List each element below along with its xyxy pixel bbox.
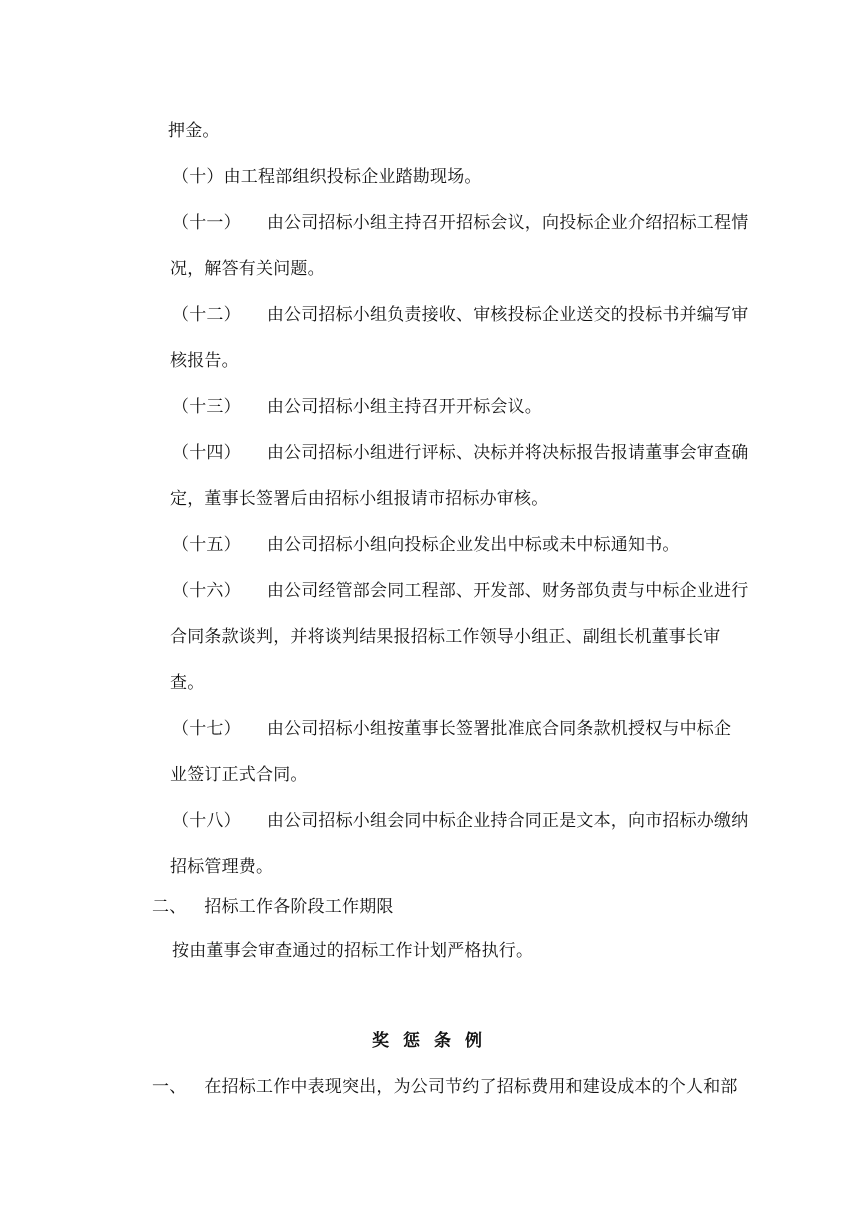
line-text: 招标管理费。	[170, 857, 274, 877]
list-item-14	[172, 442, 748, 464]
list-item-18	[172, 810, 748, 832]
item-text: 由公司招标小组进行评标、决标并将决标报告报请董事会审查确	[266, 443, 749, 463]
item-number: （十五）	[172, 535, 241, 555]
paragraph-line	[168, 120, 220, 142]
section-heading-2	[152, 896, 394, 918]
list-item-11	[172, 212, 748, 234]
line-text: 况，解答有关问题。	[170, 259, 325, 279]
section-text: 在招标工作中表现突出，为公司节约了招标费用和建设成本的个人和部	[204, 1077, 738, 1097]
line-text: 合同条款谈判，并将谈判结果报招标工作领导小组正、副组长机董事长审	[170, 627, 721, 647]
item-number: （十一）	[172, 213, 241, 233]
item-text: 由公司招标小组主持召开招标会议，向投标企业介绍招标工程情	[266, 213, 749, 233]
item-number: （十六）	[172, 581, 241, 601]
section-number: 二、	[152, 897, 187, 917]
paragraph-line	[170, 764, 308, 786]
list-item-16	[172, 580, 748, 602]
section-title: 奖惩条例	[372, 1031, 496, 1051]
line-text: 核报告。	[170, 351, 239, 371]
item-number: （十七）	[172, 719, 241, 739]
item-number: （十八）	[172, 811, 241, 831]
item-number: （十四）	[172, 443, 241, 463]
paragraph-line	[170, 488, 548, 510]
line-text: 按由董事会审查通过的招标工作计划严格执行。	[172, 941, 534, 961]
paragraph-line	[170, 856, 273, 878]
list-item-17	[172, 718, 731, 740]
section-text: 招标工作各阶段工作期限	[204, 897, 394, 917]
line-text: 业签订正式合同。	[170, 765, 308, 785]
item-text: 由公司招标小组负责接收、审核投标企业送交的投标书并编写审	[266, 305, 749, 325]
item-text: 由工程部组织投标企业踏勘现场。	[223, 167, 482, 187]
item-number: （十三）	[172, 397, 241, 417]
item-text: 由公司招标小组按董事长签署批准底合同条款机授权与中标企	[266, 719, 732, 739]
line-text: 押金。	[168, 121, 220, 141]
list-item-10	[172, 166, 482, 188]
section-heading-1	[152, 1076, 738, 1098]
item-text: 由公司招标小组会同中标企业持合同正是文本，向市招标办缴纳	[266, 811, 749, 831]
line-text: 查。	[170, 673, 205, 693]
paragraph-line	[170, 350, 239, 372]
section-number: 一、	[152, 1077, 187, 1097]
list-item-12	[172, 304, 748, 326]
item-number: （十）	[172, 167, 224, 187]
paragraph-line	[170, 672, 204, 694]
list-item-15	[172, 534, 680, 556]
paragraph-line	[170, 258, 325, 280]
item-text: 由公司招标小组向投标企业发出中标或未中标通知书。	[266, 535, 680, 555]
item-text: 由公司招标小组主持召开开标会议。	[266, 397, 543, 417]
line-text: 定，董事长签署后由招标小组报请市招标办审核。	[170, 489, 549, 509]
item-text: 由公司经管部会同工程部、开发部、财务部负责与中标企业进行	[266, 581, 749, 601]
list-item-13	[172, 396, 542, 418]
paragraph-line	[172, 940, 533, 962]
item-number: （十二）	[172, 305, 241, 325]
paragraph-line	[170, 626, 720, 648]
